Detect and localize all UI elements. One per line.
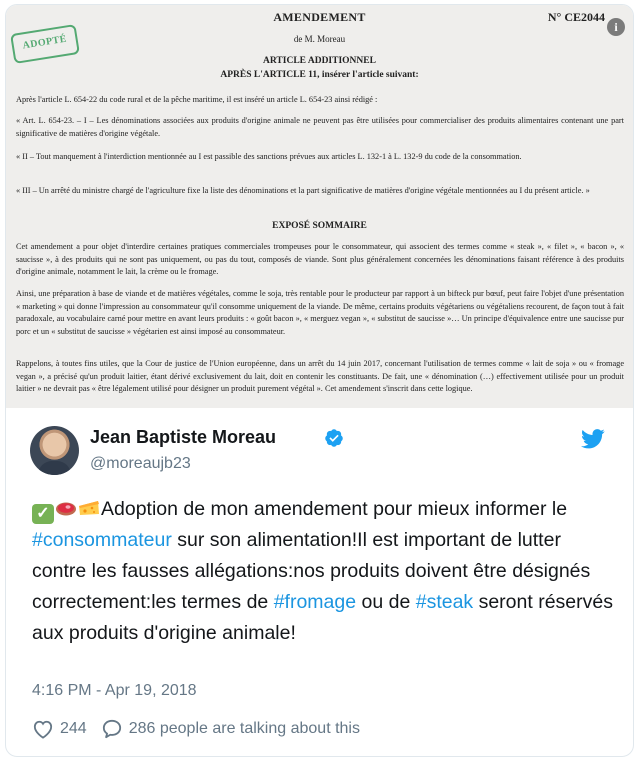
document-paragraph: « III – Un arrêté du ministre chargé de l'agriculture fixe la liste des dénominations et la part significative de matières d'origine végétale mentionnées au I du présent article. »: [16, 186, 590, 195]
document-paragraph: « II – Tout manquement à l'interdiction mentionnée au I est passible des sanctions prévues aux articles L. 132-1 à L. 132-9 du code de la consommation.: [16, 152, 522, 161]
amendment-document-image[interactable]: [6, 5, 633, 408]
article-heading: ARTICLE ADDITIONNEL: [263, 56, 376, 66]
talking-count: 286 people are talking about this: [128, 720, 360, 737]
tweet-text-part: sur son alimentation!Il est important de lutter contre les fausses allégations:nos produits doivent être désignés correctement:les termes de: [32, 529, 591, 613]
document-paragraph: Après l'article L. 654-22 du code rural et de la pêche maritime, il est inséré un article L. 654-23 ainsi rédigé :: [16, 95, 378, 104]
hashtag-consommateur-link[interactable]: #consommateur: [32, 529, 172, 551]
summary-paragraph: Cet amendement a pour objet d'interdire certaines pratiques commerciales trompeuses pour le consommateur, qui associent des termes comme « steak », « filet », « bacon », « saucisse », à des produits qui ne sont pas uniquement, ou pas du tout, composés de viande. Sont plus généralement concernées les dénominations faisant référence à des produits d'origine animale, notamment le lait, la crème ou le fromage.: [16, 242, 624, 277]
tweet-actions: [32, 717, 374, 741]
document-author: de M. Moreau: [293, 34, 346, 44]
document-title: AMENDEMENT: [273, 10, 366, 24]
hashtag-steak-link[interactable]: #steak: [415, 591, 474, 613]
summary-paragraph: Rappelons, à toutes fins utiles, que la Cour de justice de l'Union européenne, dans un arrêt du 14 juin 2017, concernant l'utilisation de termes comme « lait de soja » ou « fromage vegan », a précisé qu'un produit laitier, étant dérivé exclusivement du lait, doit en contenir les constituants. De fait, une « dénomination (…) effectivement utilisée pour un produit laitier » ne devrait pas « être légalement utilisé pour désigner un produit purement végétal ». Cet amendement s'inscrit dans cette logique.: [16, 359, 624, 394]
author-name[interactable]: Jean Baptiste Moreau: [90, 427, 277, 447]
heart-icon: [32, 719, 54, 739]
info-icon[interactable]: i: [607, 18, 625, 36]
verified-icon: [324, 428, 344, 448]
hashtag-fromage-link[interactable]: #fromage: [273, 591, 357, 613]
tweet-text: [32, 494, 617, 649]
comment-icon: [101, 719, 123, 739]
tweet-timestamp[interactable]: 4:16 PM - Apr 19, 2018: [32, 682, 197, 699]
conversation-button[interactable]: [101, 719, 360, 739]
check-emoji: ✓: [32, 504, 54, 524]
document-paragraph: « Art. L. 654-23. – I – Les dénominations associées aux produits d'origine animale ne peuvent pas être utilisées pour commercialiser des produits alimentaires contenant une part significative de matières d'origine végétale.: [16, 116, 624, 138]
tweet-card: [5, 4, 634, 757]
steak-emoji: [55, 498, 77, 518]
like-button[interactable]: [32, 719, 87, 739]
author-handle[interactable]: @moreaujb23: [90, 455, 191, 472]
after-article-heading: APRÈS L'ARTICLE 11, insérer l'article suivant:: [220, 70, 419, 80]
document-number: N° CE2044: [547, 10, 605, 24]
tweet-text-part: seront réservés aux produits d'origine animale!: [32, 591, 613, 644]
summary-heading: EXPOSÉ SOMMAIRE: [272, 221, 367, 231]
like-count: 244: [60, 720, 87, 737]
adopted-stamp: ADOPTÉ: [10, 24, 80, 64]
avatar[interactable]: [30, 426, 79, 475]
tweet-text-part: ou de: [356, 591, 416, 613]
cheese-emoji: [78, 498, 100, 518]
summary-paragraph: Ainsi, une préparation à base de viande et de matières végétales, comme le soja, très rentable pour le producteur par rapport à un bifteck pur bœuf, peut faire l'objet d'une présentation « marketing » qui donne l'impression au consommateur qu'il consomme uniquement de la viande. De même, certains produits végétariens ou végétaliens recourent, de façon tout à fait paradoxale, au vocabulaire carné pour mettre en avant leurs produits : « goût bacon », « merguez vegan », « substitut de saucisse »… Un principe d'équivalence entre une saucisse pur porc et un « substitut de saucisse » végétarien est ainsi imposé au consommateur.: [16, 289, 624, 336]
twitter-bird-icon[interactable]: [581, 429, 605, 449]
tweet-text-part: Adoption de mon amendement pour mieux informer le: [101, 498, 568, 520]
